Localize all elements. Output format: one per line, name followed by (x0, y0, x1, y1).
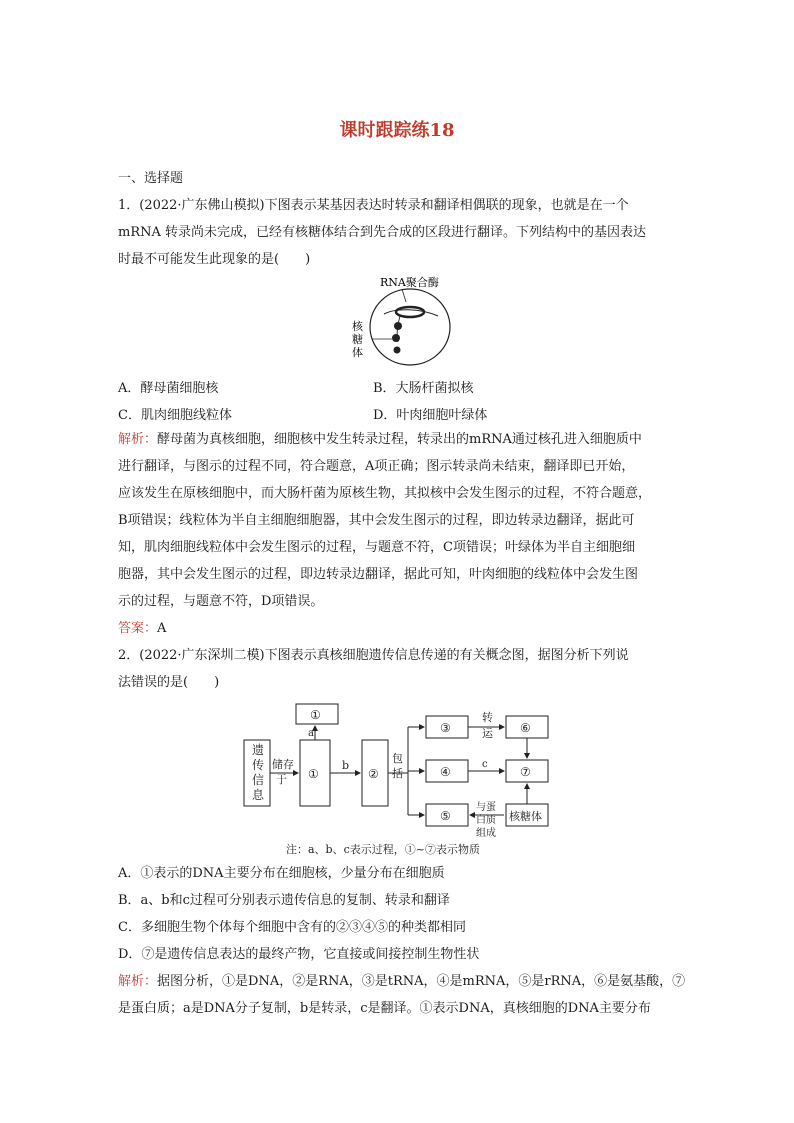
process-c: c (482, 759, 488, 770)
ribosome-label-1: 核 (352, 320, 363, 333)
q1-option-b: B．大肠杆菌拟核 (373, 381, 474, 396)
q2-analysis-line-2: 是蛋白质；a是DNA分子复制，b是转录，c是翻译。①表示DNA，真核细胞的DNA主要分布 (118, 1001, 651, 1016)
ribosome-label-2: 糖 (352, 333, 363, 346)
genetic-info-label-4: 息 (252, 788, 265, 802)
q2-analysis-line-1 (118, 973, 685, 990)
q1-analysis-line-7: 示的过程，与题意不符，D项错误。 (118, 594, 324, 609)
q1-figure (340, 272, 460, 372)
rna-polymerase-label: RNA聚合酶 (380, 276, 439, 289)
q1-analysis-label: 解析： (118, 432, 158, 447)
with-protein-label-3: 组成 (476, 828, 496, 839)
q1-analysis-line-1 (118, 431, 642, 448)
node-3: ③ (440, 721, 451, 735)
page-title: 课时跟踪练18 (339, 120, 455, 141)
figure-note: 注：a、b、c表示过程，①~⑦表示物质 (286, 843, 480, 856)
node-1-top: ① (310, 708, 321, 722)
q1-line-1: 1．(2022·广东佛山模拟)下图表示某基因表达时转录和翻译相偶联的现象，也就是在一个 (118, 198, 629, 213)
section-heading: 一、选择题 (118, 171, 184, 186)
q1-analysis-line-5: 知，肌肉细胞线粒体中会发生图示的过程，与题意不符，C项错误；叶绿体为半自主细胞细 (118, 540, 635, 555)
node-7: ⑦ (520, 765, 531, 779)
q1-analysis-line-4: B项错误；线粒体为半自主细胞细胞器，其中会发生图示的过程，即边转录边翻译，据此可 (118, 513, 635, 528)
node-5: ⑤ (440, 809, 451, 823)
node-6: ⑥ (520, 721, 531, 735)
q1-answer (118, 620, 166, 637)
q1-answer-label: 答案： (118, 621, 158, 636)
node-1: ① (308, 767, 319, 781)
node-4: ④ (440, 765, 451, 779)
q2-analysis-label: 解析： (118, 974, 158, 989)
q1-analysis-line-2: 进行翻译，与图示的过程不同，符合题意，A项正确；图示转录尚未结束，翻译即已开始， (118, 459, 635, 474)
node-2: ② (368, 767, 379, 781)
q2-analysis-text-1: 据图分析，①是DNA，②是RNA，③是tRNA，④是mRNA，⑤是rRNA，⑥是氨基酸，⑦ (157, 974, 686, 989)
q1-option-d: D．叶肉细胞叶绿体 (373, 408, 488, 423)
q1-option-a: A．酵母菌细胞核 (118, 381, 219, 396)
q1-analysis-line-3: 应该发生在原核细胞中，而大肠杆菌为原核生物，其拟核中会发生图示的过程，不符合题意， (118, 486, 652, 501)
q1-line-3: 时最不可能发生此现象的是( ) (118, 252, 311, 267)
transport-label-1: 转 (482, 711, 493, 724)
q1-analysis-line-6: 胞器，其中会发生图示的过程，即边转录边翻译，据此可知，叶肉细胞的线粒体中会发生图 (118, 567, 639, 582)
q1-answer-value: A (157, 621, 167, 636)
ribosome-label-3: 体 (352, 346, 363, 359)
q2-line-1: 2．(2022·广东深圳二模)下图表示真核细胞遗传信息传递的有关概念图，据图分析下列说 (118, 648, 629, 663)
q2-concept-map (240, 700, 560, 860)
q2-option-c: C．多细胞生物个体每个细胞中含有的②③④⑤的种类都相同 (118, 920, 466, 935)
store-label-1: 储存 (272, 758, 294, 771)
include-label-2: 括 (392, 767, 403, 780)
include-label-1: 包 (392, 752, 403, 765)
q2-option-d: D．⑦是遗传信息表达的最终产物，它直接或间接控制生物性状 (118, 947, 480, 962)
transport-label-2: 运 (482, 727, 493, 740)
process-a: a (308, 728, 314, 739)
q1-analysis-text-1: 酵母菌为真核细胞，细胞核中发生转录过程，转录出的mRNA通过核孔进入细胞质中 (157, 432, 642, 447)
genetic-info-label-3: 信 (252, 773, 265, 787)
store-label-2: 于 (276, 773, 287, 786)
with-protein-label-2: 白质 (476, 815, 496, 826)
q2-option-b: B．a、b和c过程可分别表示遗传信息的复制、转录和翻译 (118, 893, 450, 908)
q1-line-2: mRNA 转录尚未完成，已经有核糖体结合到先合成的区段进行翻译。下列结构中的基因表达 (118, 225, 647, 240)
ribosome-box-label: 核糖体 (509, 810, 542, 823)
process-b: b (342, 759, 350, 772)
genetic-info-label-1: 遗 (252, 743, 265, 757)
q2-line-2: 法错误的是( ) (118, 675, 220, 690)
with-protein-label-1: 与蛋 (476, 802, 496, 813)
q2-option-a: A．①表示的DNA主要分布在细胞核，少量分布在细胞质 (118, 866, 445, 881)
q1-option-c: C．肌肉细胞线粒体 (118, 408, 232, 423)
genetic-info-label-2: 传 (252, 758, 265, 772)
